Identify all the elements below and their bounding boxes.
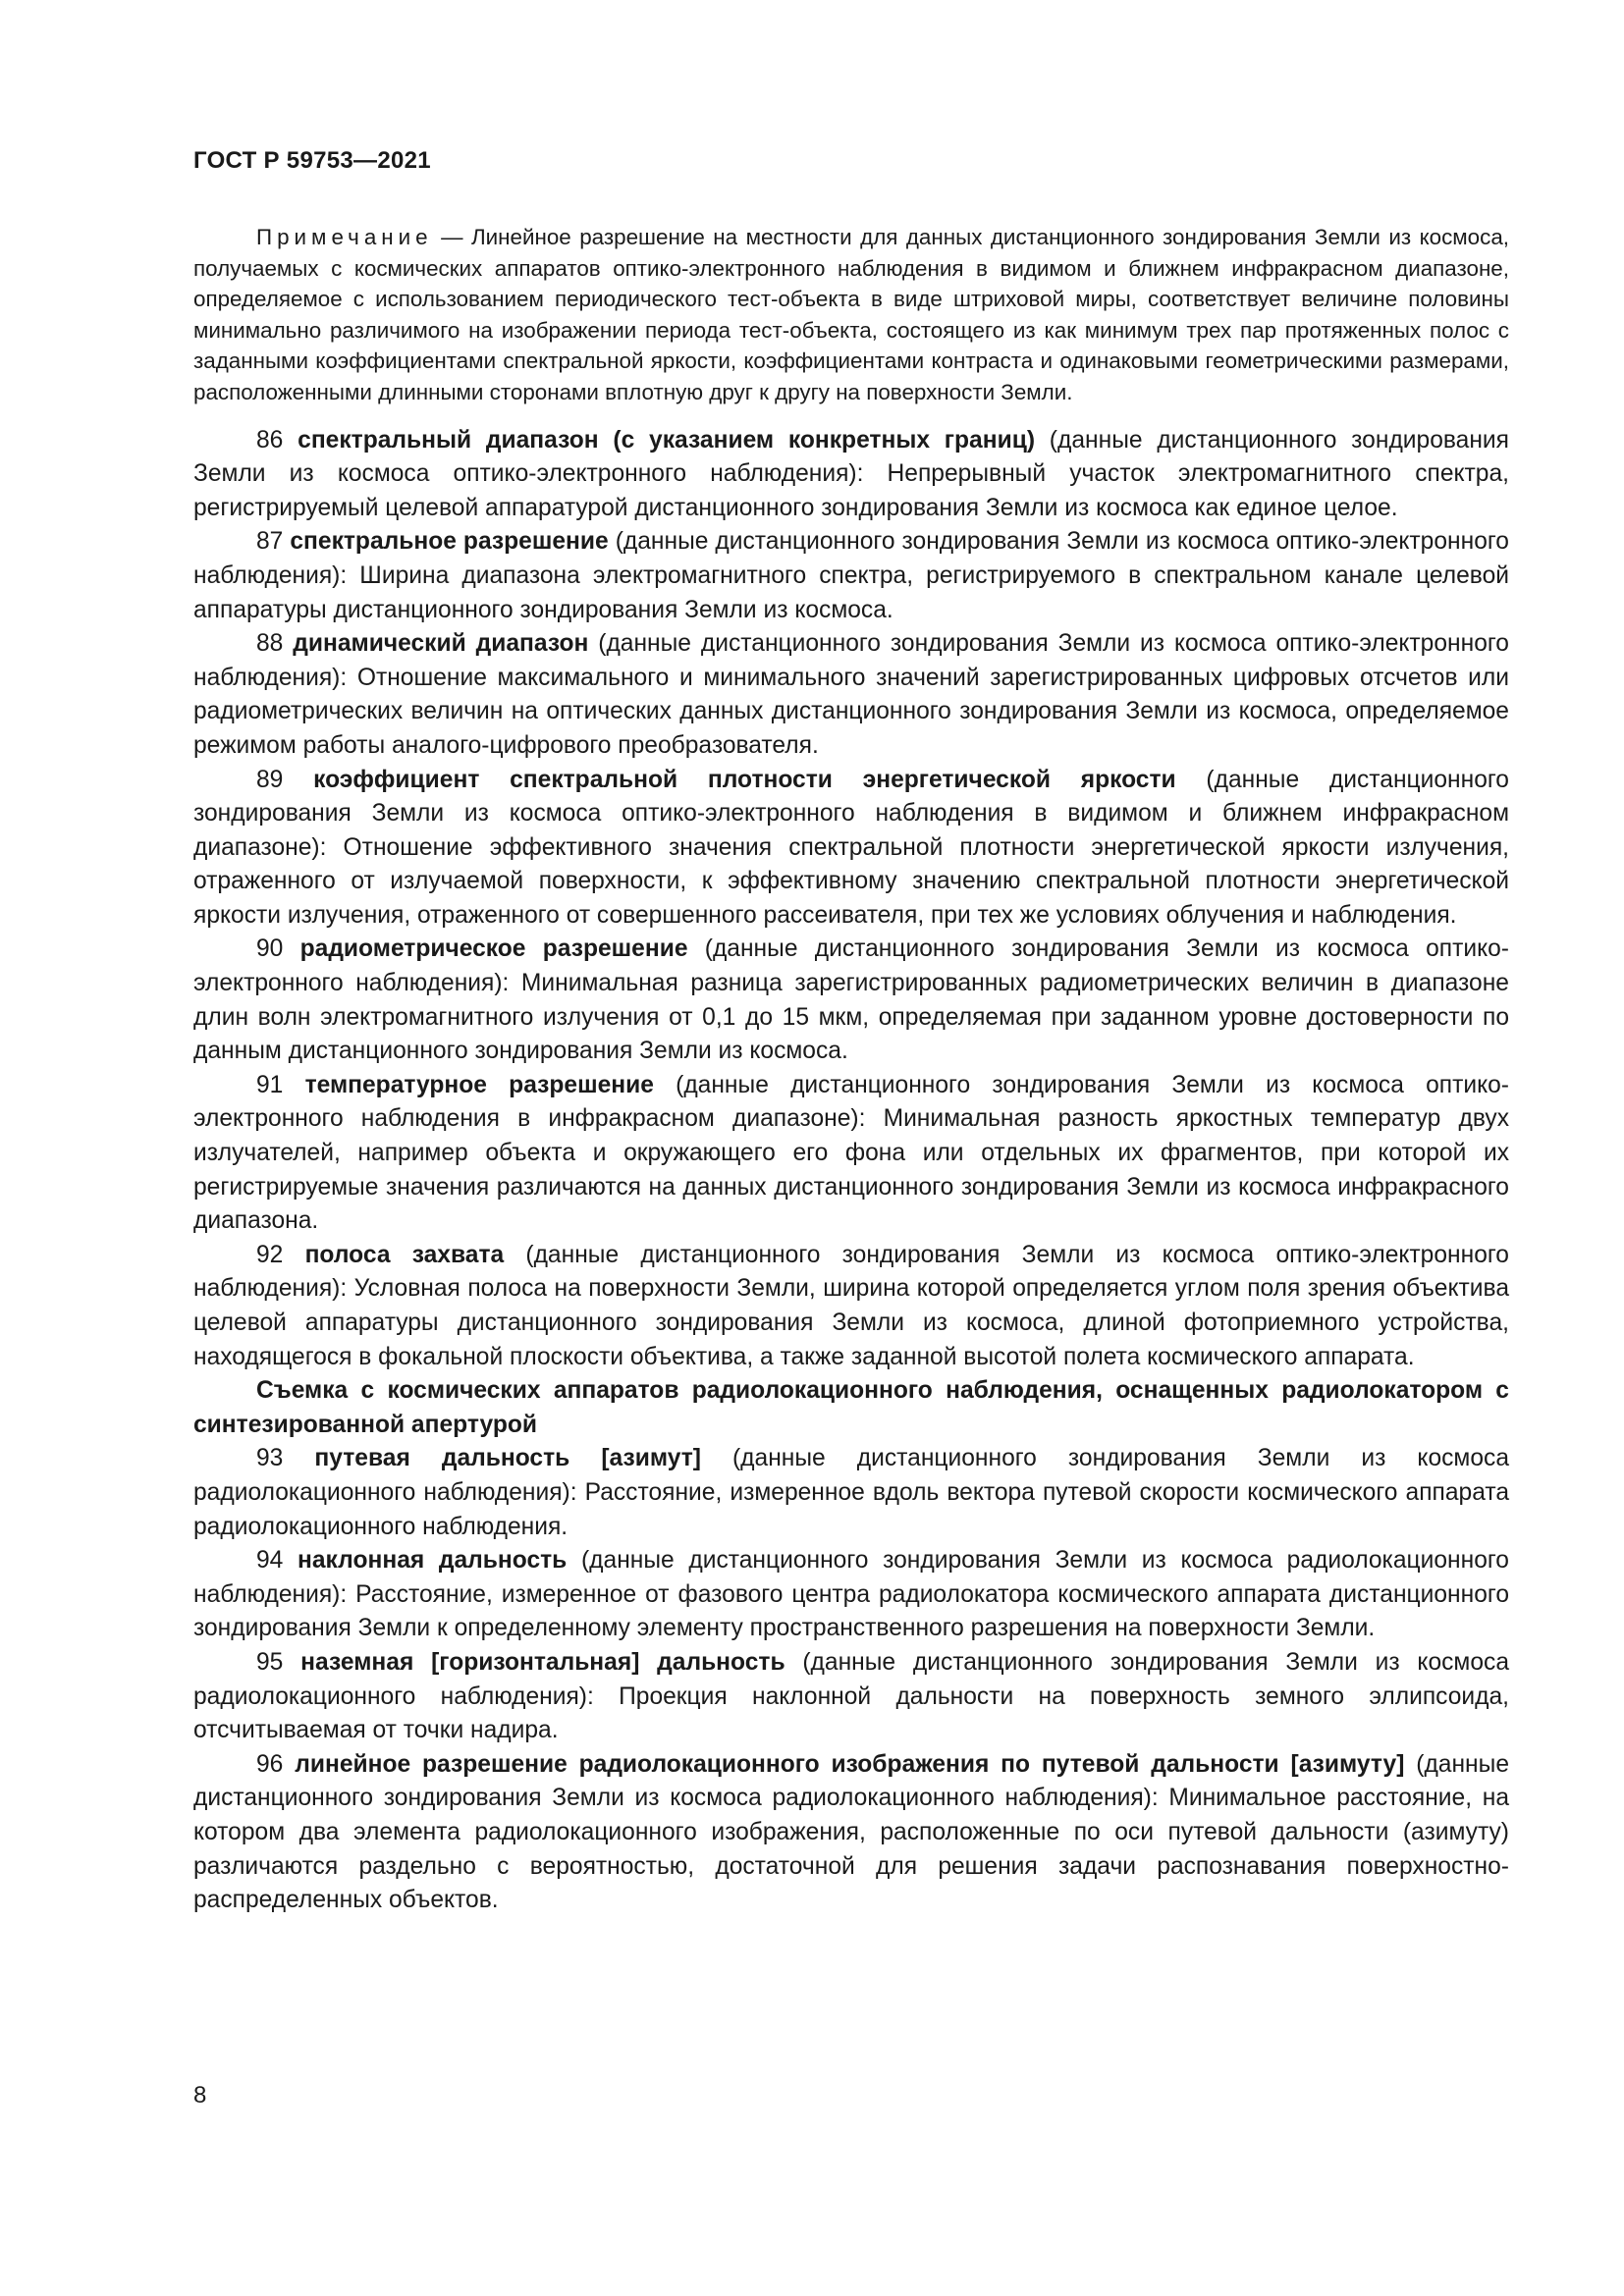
document-body: [193, 222, 1509, 1918]
term-entry-88: [193, 627, 1509, 763]
note-paragraph: [193, 222, 1509, 408]
term-entry-90: [193, 933, 1509, 1068]
term-number: 95: [256, 1648, 301, 1676]
term-title: наземная [горизонтальная] дальность: [300, 1648, 785, 1676]
term-number: 91: [256, 1071, 305, 1098]
term-title: путевая дальность [азимут]: [314, 1445, 701, 1472]
term-definition: (данные дистанционного зондирования Земли из космоса оптико-электронного наблюдения в видимом и ближнем инфракрасном диапазоне): Отношение эффективного значения спектральной плотности энергетической яркости излучения, отраженного от излучаемой поверхности, к эффективному значению спектральной плотности энергетической яркости излучения, отраженного от совершенного рассеивателя, при тех же условиях облучения и наблюдения.: [193, 766, 1509, 929]
term-definition: (данные дистанционного зондирования Земли из космоса радиолокационного наблюдения): Минимальное расстояние, на котором два элемента радиолокационного изображения, расположенные по оси путевой дальности (азимуту) различаются раздельно с вероятностью, достаточной для решения задачи распознавания поверхностно-распределенных объектов.: [193, 1750, 1509, 1914]
term-title: радиометрическое разрешение: [299, 935, 688, 963]
term-definition: (данные дистанционного зондирования Земли из космоса оптико-электронного наблюдения): Отношение максимального и минимального значений зарегистрированных цифровых отсчетов или радиометрических величин на оптических данных дистанционного зондирования Земли из космоса, определяемое режимом работы аналого-цифрового преобразователя.: [193, 630, 1509, 759]
term-definition: (данные дистанционного зондирования Земли из космоса радиолокационного наблюдения): Расстояние, измеренное от фазового центра радиолокатора космического аппарата дистанционного зондирования Земли к определенному элементу пространственного разрешения на поверхности Земли.: [193, 1547, 1509, 1642]
term-title: линейное разрешение радиолокационного изображения по путевой дальности [азимуту]: [295, 1750, 1405, 1778]
term-entry-91: [193, 1069, 1509, 1239]
term-entry-92: [193, 1239, 1509, 1374]
term-entry-93: [193, 1442, 1509, 1544]
term-title: динамический диапазон: [293, 630, 589, 658]
term-entry-86: [193, 424, 1509, 526]
term-title: полоса захвата: [304, 1241, 505, 1268]
term-definition: (данные дистанционного зондирования Земли из космоса радиолокационного наблюдения): Расстояние, измеренное вдоль вектора путевой скорости космического аппарата радиолокационного наблюдения.: [193, 1445, 1509, 1540]
term-definition: (данные дистанционного зондирования Земли из космоса оптико-электронного наблюдения): Условная полоса на поверхности Земли, ширина которой определяется углом поля зрения объектива целевой аппаратуры дистанционного зондирования Земли из космоса, длиной фотоприемного устройства, находящегося в фокальной плоскости объектива, а также заданной высотой полета космического аппарата.: [193, 1241, 1509, 1370]
term-entry-94: [193, 1544, 1509, 1646]
page-number: 8: [193, 2082, 207, 2109]
term-title: спектральный диапазон (с указанием конкретных границ): [298, 426, 1036, 454]
term-number: 89: [256, 766, 314, 793]
term-number: 90: [256, 935, 300, 963]
term-definition: (данные дистанционного зондирования Земли из космоса оптико-электронного наблюдения): Непрерывный участок электромагнитного спектра, регистрируемый целевой аппаратурой дистанционного зондирования Земли из космоса как единое целое.: [193, 426, 1509, 521]
section-heading: Съемка с космических аппаратов радиолокационного наблюдения, оснащенных радиолокатором с синтезированной апертурой: [193, 1377, 1509, 1438]
term-definition: (данные дистанционного зондирования Земли из космоса оптико-электронного наблюдения): Ширина диапазона электромагнитного спектра, регистрируемого в спектральном канале целевой аппаратуры дистанционного зондирования Земли из космоса.: [193, 528, 1509, 623]
term-number: 94: [256, 1547, 298, 1575]
term-number: 86: [256, 426, 298, 454]
term-definition: (данные дистанционного зондирования Земли из космоса оптико-электронного наблюдения): Минимальная разница зарегистрированных радиометрических величин в диапазоне длин волн электромагнитного излучения от 0,1 до 15 мкм, определяемая при заданном уровне достоверности по данным дистанционного зондирования Земли из космоса.: [193, 935, 1509, 1065]
term-title: наклонная дальность: [298, 1547, 568, 1575]
term-definition: (данные дистанционного зондирования Земли из космоса радиолокационного наблюдения): Проекция наклонной дальности на поверхность земного эллипсоида, отсчитываемая от точки надира.: [193, 1648, 1509, 1744]
term-definition: (данные дистанционного зондирования Земли из космоса оптико-электронного наблюдения в инфракрасном диапазоне): Минимальная разность яркостных температур двух излучателей, например объекта и окружающего его фона или отдельных их фрагментов, при которой их регистрируемые значения различаются на данных дистанционного зондирования Земли из космоса инфракрасного диапазона.: [193, 1071, 1509, 1235]
term-number: 87: [256, 528, 291, 556]
term-title: коэффициент спектральной плотности энергетической яркости: [313, 766, 1176, 793]
term-number: 93: [256, 1445, 315, 1472]
note-label: Примечание: [256, 225, 433, 249]
term-title: спектральное разрешение: [290, 528, 609, 556]
term-number: 88: [256, 630, 294, 658]
note-text: — Линейное разрешение на местности для данных дистанционного зондирования Земли из космоса, получаемых с космических аппаратов оптико-электронного наблюдения в видимом и ближнем инфракрасном диапазоне, определяемое с использованием периодического тест-объекта в виде штриховой миры, соответствует величине половины минимально различимого на изображении периода тест-объекта, состоящего из как минимум трех пар протяженных полос с заданными коэффициентами спектральной яркости, коэффициентами контраста и одинаковыми геометрическими размерами, расположенными длинными сторонами вплотную друг к другу на поверхности Земли.: [193, 225, 1509, 404]
term-entry-95: [193, 1646, 1509, 1748]
term-number: 96: [256, 1750, 296, 1778]
page-header: ГОСТ Р 59753—2021: [193, 147, 431, 174]
term-number: 92: [256, 1241, 305, 1268]
term-entry-89: [193, 764, 1509, 934]
term-entry-96: [193, 1748, 1509, 1918]
term-title: температурное разрешение: [304, 1071, 654, 1098]
term-entry-87: [193, 525, 1509, 627]
